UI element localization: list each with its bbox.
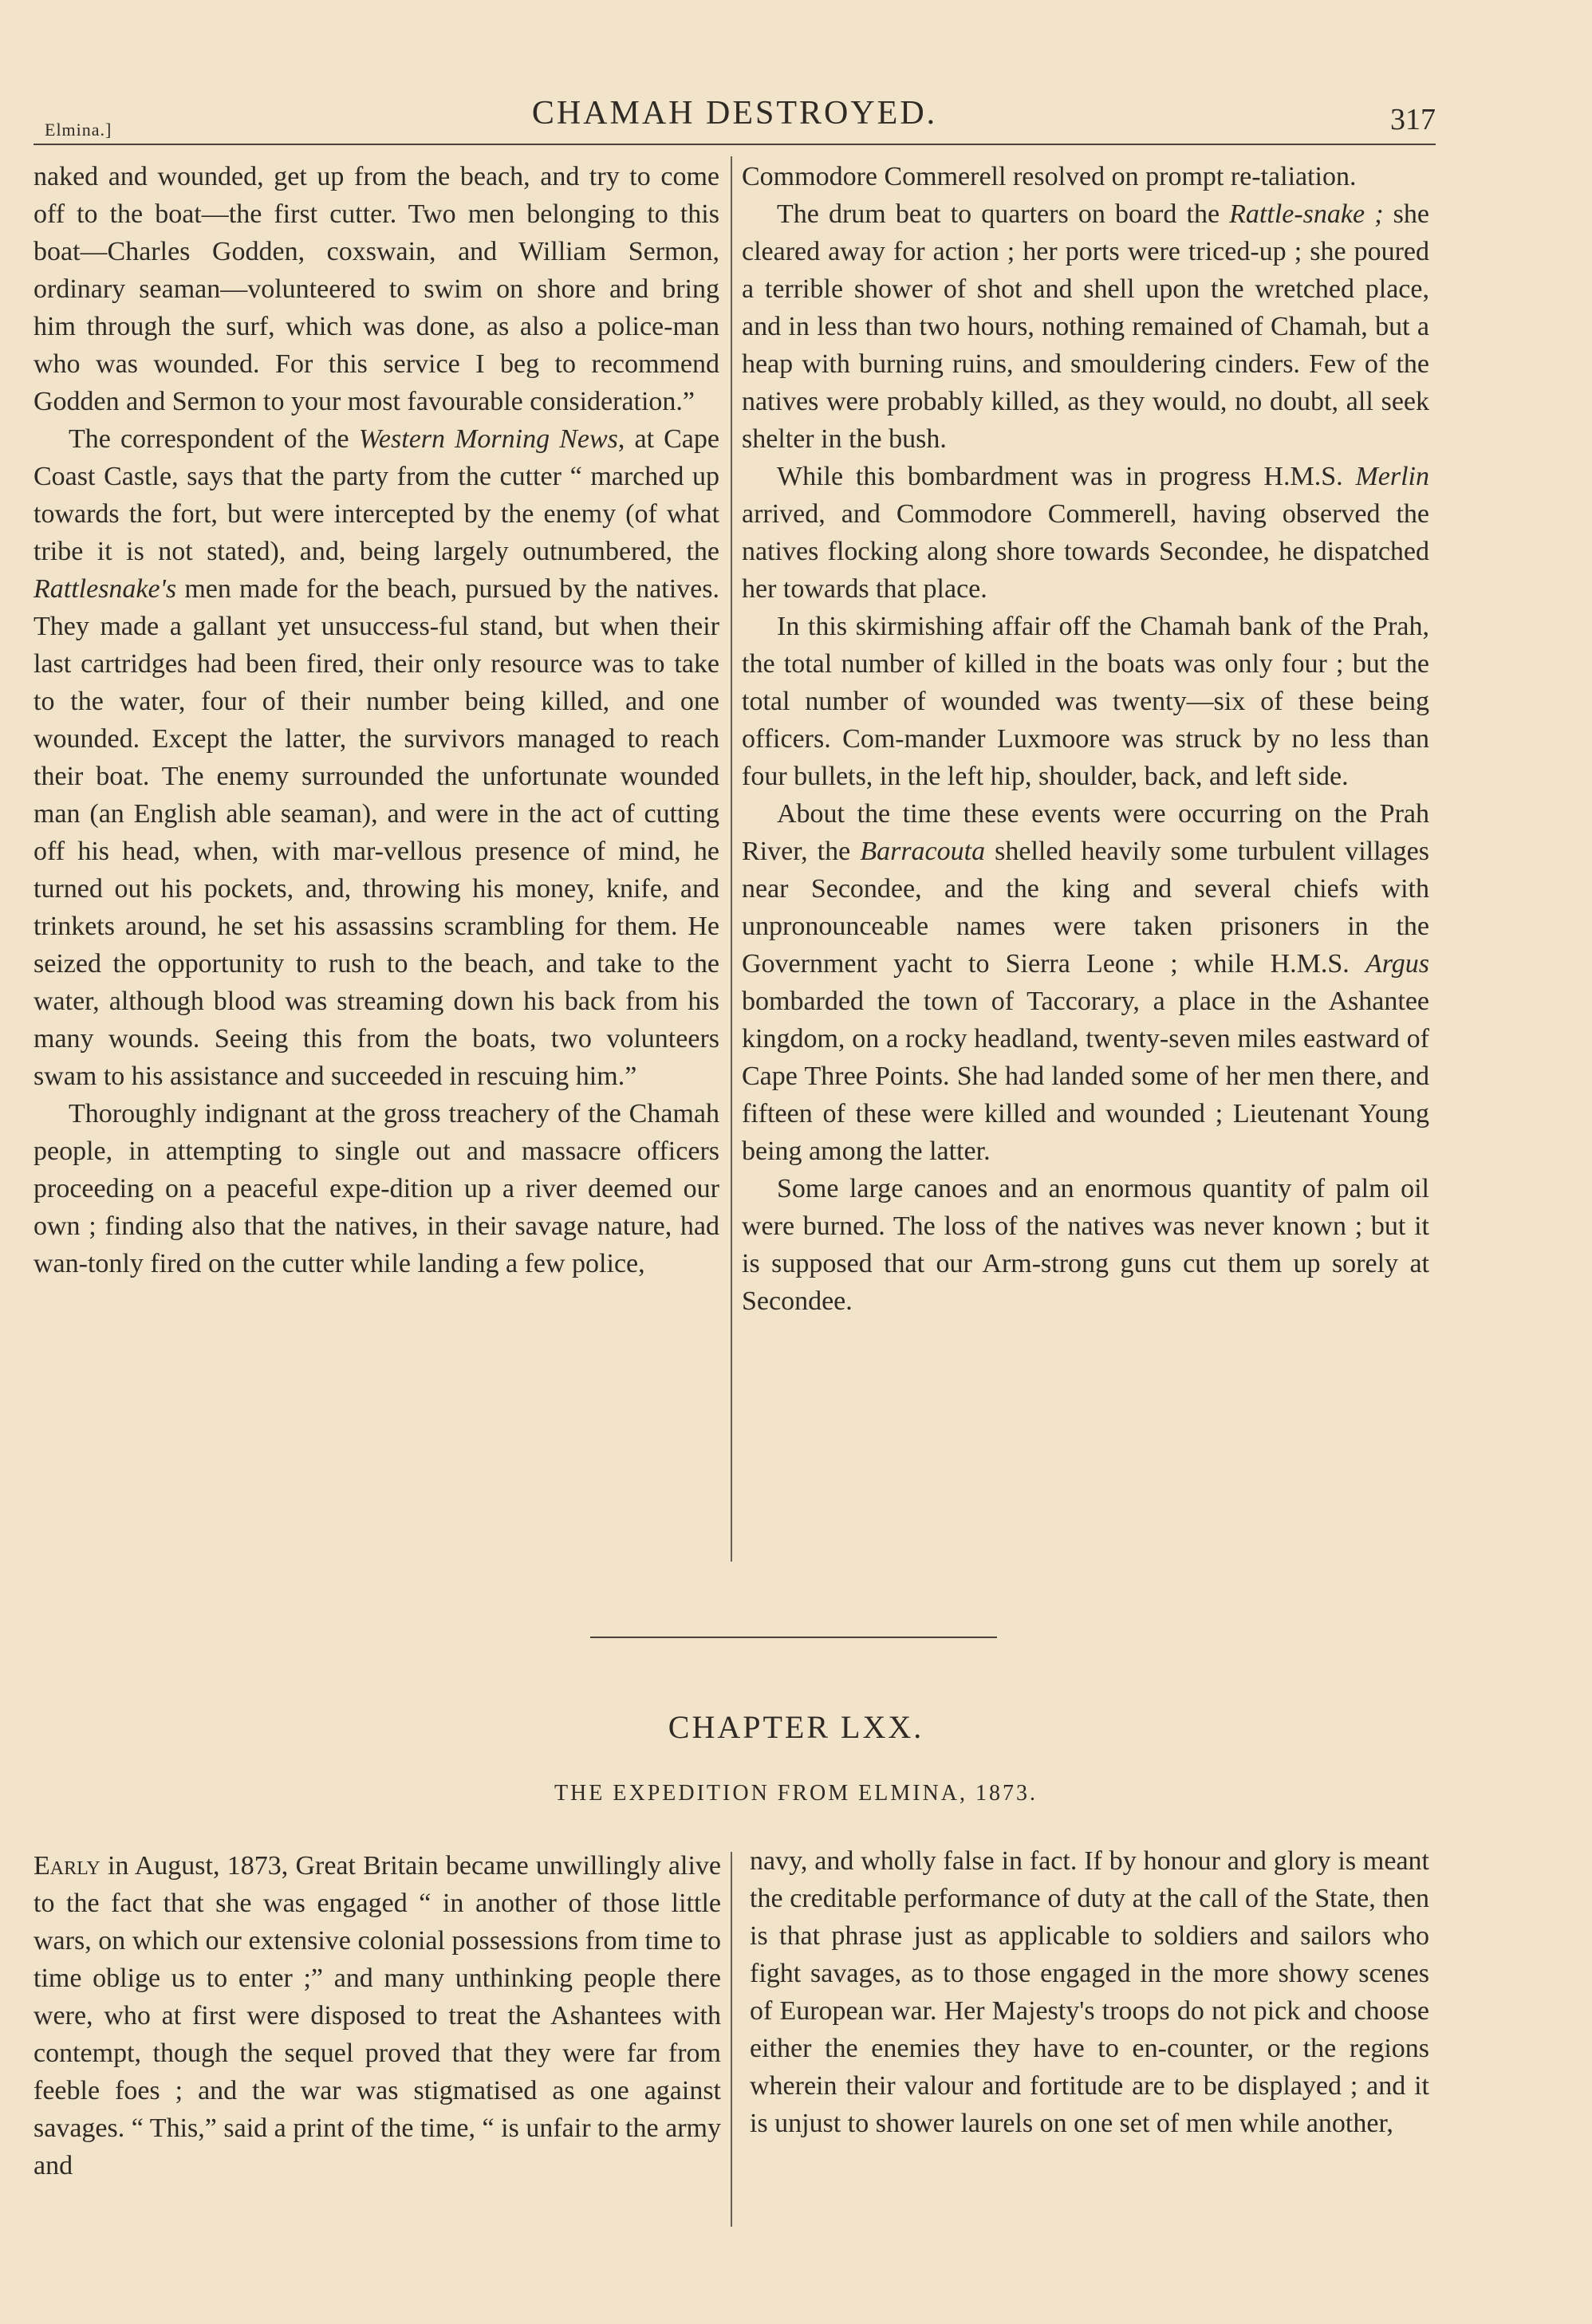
chapter-heading: CHAPTER LXX. <box>668 1709 924 1745</box>
header-rule <box>33 144 1436 145</box>
page-number: 317 <box>1390 103 1436 136</box>
paragraph: The correspondent of the Western Morning News, at Cape Coast Castle, says that the party from the cutter “ marched up towards the fort, but were intercepted by the enemy (of what tribe it is not stated), and, being largely outnumbered, the Rattlesnake's men made for the beach, pursued by the natives. They made a gallant yet unsuccess-ful stand, but when their last cartridges had been fired, their only resource was to take to the water, four of their number being killed, and one wounded. Except the latter, the survivors managed to reach their boat. The enemy surrounded the unfortunate wounded man (an English able seaman), and were in the act of cutting off his head, when, with mar-vellous presence of mind, he turned out his pockets, and, throwing his money, knife, and trinkets around, he set his assassins scrambling for them. He seized the opportunity to rush to the beach, and take to the water, although blood was streaming down his back from his many wounds. Seeing this from the boats, two volunteers swam to his assistance and succeeded in rescuing him.” <box>33 424 719 1091</box>
column-divider <box>731 1852 732 2227</box>
column-right-upper <box>742 158 1429 1320</box>
column-right-lower <box>750 1842 1429 2142</box>
paragraph: Some large canoes and an enormous quantity of palm oil were burned. The loss of the natives was never known ; but it is supposed that our Arm-strong guns cut them up sorely at Secondee. <box>742 1174 1429 1316</box>
section-marker: Elmina.] <box>45 120 112 140</box>
ship-name: Rattlesnake's <box>33 574 177 604</box>
paragraph: In this skirmishing affair off the Chamah bank of the Prah, the total number of killed in the boats was only four ; but the total number of wounded was twenty—six of these being officers. Com-mander Luxmoore was struck by no less than four bullets, in the left hip, shoulder, back, and left side. <box>742 612 1429 791</box>
paragraph: navy, and wholly false in fact. If by honour and glory is meant the creditable performance of duty at the call of the State, then is that phrase just as applicable to soldiers and sailors who fight savages, as to those engaged in the more showy scenes of European war. Her Majesty's troops do not pick and choose either the enemies they have to en-counter, or the regions wherein their valour and fortitude are to be displayed ; and it is unjust to shower laurels on one set of men while another, <box>750 1846 1429 2138</box>
column-divider <box>731 156 732 1562</box>
column-left-lower <box>33 1847 721 2184</box>
paragraph: About the time these events were occurring on the Prah River, the Barracouta shelled heavily some turbulent villages near Secondee, and the king and several chiefs with unpronounceable names were taken prisoners in the Government yacht to Sierra Leone ; while H.M.S. Argus bombarded the town of Taccorary, a place in the Ashantee kingdom, on a rocky headland, twenty-seven miles eastward of Cape Three Points. She had landed some of her men there, and fifteen of these were killed and wounded ; Lieutenant Young being among the latter. <box>742 799 1429 1166</box>
lead-word: Early <box>33 1851 100 1881</box>
ship-name: Barracouta <box>860 837 986 866</box>
paragraph: While this bombardment was in progress H.M.S. Merlin arrived, and Commodore Commerell, having observed the natives flocking along shore towards Secondee, he dispatched her towards that place. <box>742 462 1429 604</box>
ship-name: Merlin <box>1355 462 1429 491</box>
chapter-subtitle: THE EXPEDITION FROM ELMINA, 1873. <box>554 1781 1038 1806</box>
running-title: CHAMAH DESTROYED. <box>531 95 938 132</box>
paragraph: The drum beat to quarters on board the Rattle-snake ; she cleared away for action ; her ports were triced-up ; she poured a terrible shower of shot and shell upon the wretched place, and in less than two hours, nothing remained of Chamah, but a heap with burning ruins, and smouldering cinders. Few of the natives were probably killed, as they would, no doubt, all seek shelter in the bush. <box>742 199 1429 454</box>
section-divider <box>590 1637 997 1638</box>
ship-name: Argus <box>1365 949 1429 979</box>
paragraph: Early in August, 1873, Great Britain became unwillingly alive to the fact that she was engaged “ in another of those little wars, on which our extensive colonial possessions from time to time oblige us to enter ;” and many unthinking people there were, who at first were disposed to treat the Ashantees with contempt, though the sequel proved that they were far from feeble foes ; and the war was stigmatised as one against savages. “ This,” said a print of the time, “ is unfair to the army and <box>33 1851 721 2180</box>
paragraph: naked and wounded, get up from the beach, and try to come off to the boat—the first cutter. Two men belonging to this boat—Charles Godden, coxswain, and William Sermon, ordinary seaman—volunteered to swim on shore and bring him through the surf, which was done, as also a police-man who was wounded. For this service I beg to recommend Godden and Sermon to your most favourable consideration.” <box>33 162 719 416</box>
ship-name: Rattle-snake ; <box>1229 199 1384 229</box>
running-header <box>33 94 1436 144</box>
paragraph: Commodore Commerell resolved on prompt re-taliation. <box>742 162 1357 191</box>
paragraph: Thoroughly indignant at the gross treachery of the Chamah people, in attempting to single out and massacre officers proceeding on a peaceful expe-dition up a river deemed our own ; finding also that the natives, in their savage nature, had wan-tonly fired on the cutter while landing a few police, <box>33 1099 719 1278</box>
newspaper-name: Western Morning News <box>358 424 618 454</box>
column-left-upper <box>33 158 719 1282</box>
